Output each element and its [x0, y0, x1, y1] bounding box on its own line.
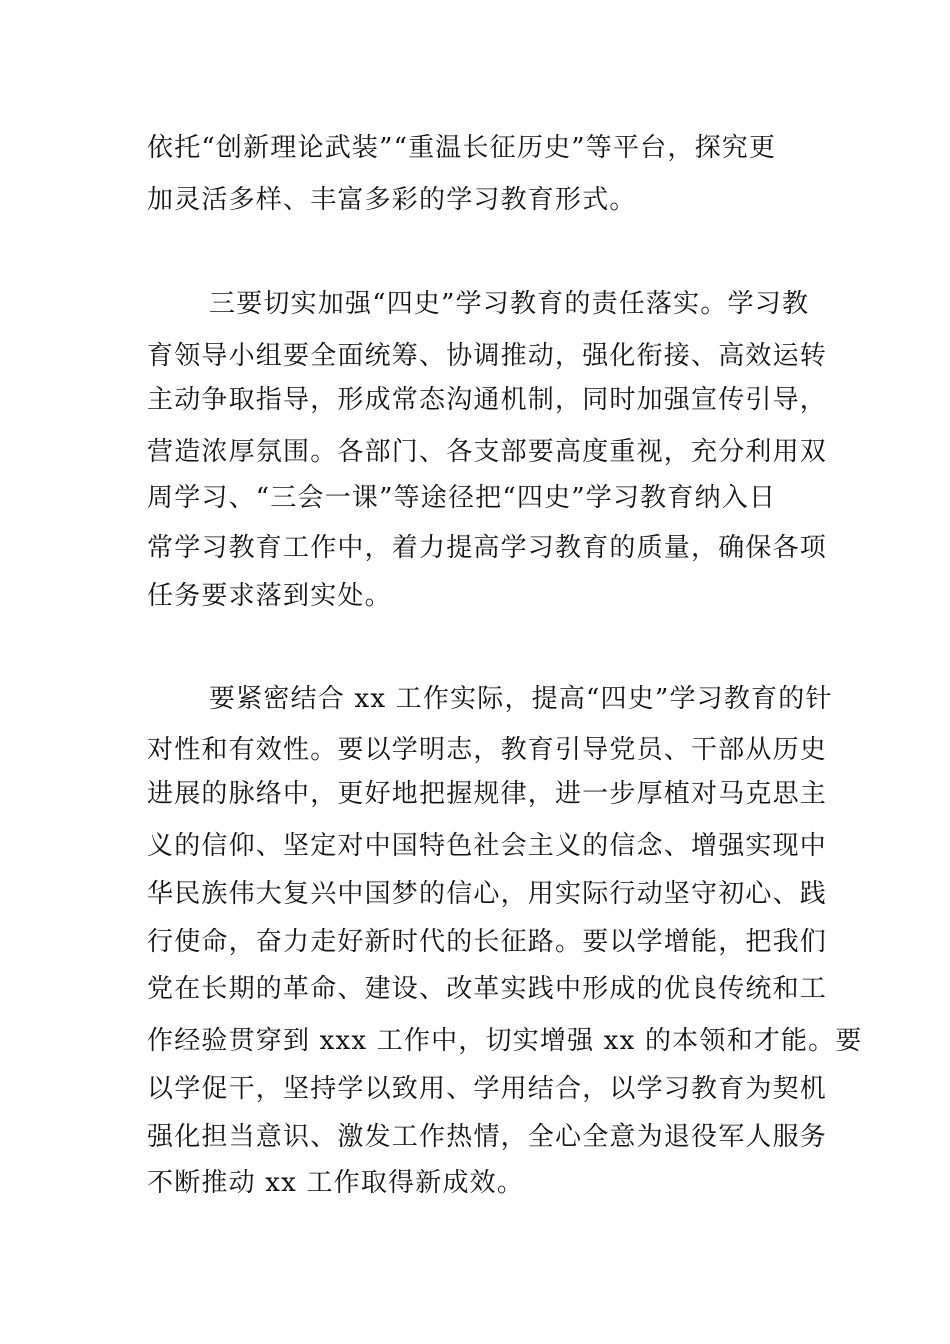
- paragraph-1-line-1: 依托“创新理论武装”“重温长征历史”等平台，探究更: [147, 133, 777, 163]
- paragraph-1-line-2: 加灵活多样、丰富多彩的学习教育形式。: [147, 185, 637, 215]
- paragraph-2-line-4: 营造浓厚氛围。各部门、各支部要高度重视，充分利用双: [147, 437, 828, 467]
- paragraph-2-line-2: 育领导小组要全面统筹、协调推动，强化衔接、高效运转: [147, 341, 828, 371]
- paragraph-3-line-1: 要紧密结合 xx 工作实际，提高“四史”学习教育的针: [209, 684, 833, 714]
- paragraph-2-line-5: 周学习、“三会一课”等途径把“四史”学习教育纳入日: [147, 483, 777, 513]
- paragraph-3-line-7: 党在长期的革命、建设、改革实践中形成的优良传统和工: [147, 974, 828, 1004]
- paragraph-2-line-7: 任务要求落到实处。: [147, 581, 392, 611]
- paragraph-3-line-4: 义的信仰、坚定对中国特色社会主义的信念、增强实现中: [147, 831, 828, 861]
- paragraph-3-line-9: 以学促干，坚持学以致用、学用结合，以学习教育为契机: [147, 1074, 828, 1104]
- paragraph-2-line-3: 主动争取指导，形成常态沟通机制，同时加强宣传引导，: [147, 385, 828, 415]
- paragraph-3-line-5: 华民族伟大复兴中国梦的信心，用实际行动坚守初心、践: [147, 879, 828, 909]
- paragraph-2-line-6: 常学习教育工作中，着力提高学习教育的质量，确保各项: [147, 533, 828, 563]
- paragraph-2-line-1: 三要切实加强“四史”学习教育的责任落实。学习教: [209, 289, 810, 319]
- paragraph-3-line-8: 作经验贯穿到 xxx 工作中，切实增强 xx 的本领和才能。要: [147, 1026, 863, 1056]
- paragraph-3-line-10: 强化担当意识、激发工作热情，全心全意为退役军人服务: [147, 1122, 828, 1152]
- paragraph-3-line-3: 进展的脉络中，更好地把握规律，进一步厚植对马克思主: [147, 779, 828, 809]
- paragraph-3-line-2: 对性和有效性。要以学明志，教育引导党员、干部从历史: [147, 735, 828, 765]
- paragraph-3-line-11: 不断推动 xx 工作取得新成效。: [147, 1168, 525, 1198]
- paragraph-3-line-6: 行使命，奋力走好新时代的长征路。要以学增能，把我们: [147, 927, 828, 957]
